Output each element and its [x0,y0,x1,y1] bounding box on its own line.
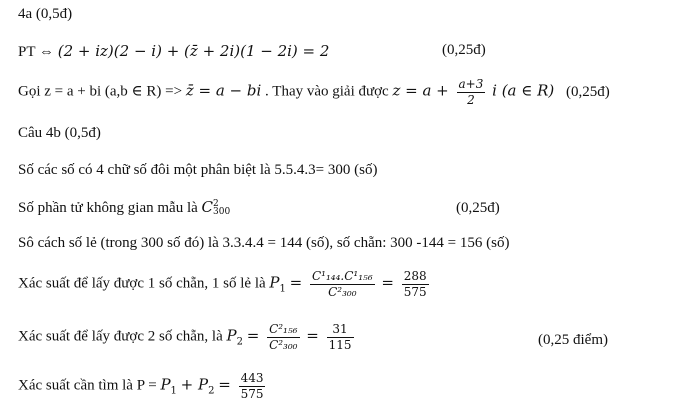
count-line [18,162,377,179]
equation-line [18,42,329,61]
equation-prefix: PT ⇔ [18,44,58,60]
substitution-mid: . Thay vào giải được [265,83,393,100]
probability-p2-line: Xác suất để lấy được 2 số chẵn, là $P_2$ = $\frac{\text{C²₁₅₆}}{\text{C²₃₀₀}}$ = $\frac{31}{115}$ [18,322,352,352]
p1-denominator: C²₃₀₀ [328,284,357,299]
z-fraction-numerator: a+3 [458,77,484,91]
heading-4b-text: Câu 4b (0,5đ) [18,125,101,141]
conjugate-expression: z̄ = a − bi [185,81,262,100]
p1-symbol: P [269,273,280,292]
final-result-fraction [239,372,266,400]
substitution-prefix: Gọi z = a + bi (a,b ∈ R) => [18,83,186,100]
z-fraction [457,78,486,106]
score-line-6-text: (0,25đ) [456,200,500,216]
equation-body: (2 + iz)(2 − i) + (z̄ + 2i)(1 − 2i) = 2 [57,42,330,60]
final-p2-subscript: 2 [208,385,215,397]
final-result-numerator: 443 [240,371,264,385]
p2-symbol: P [226,326,237,345]
sample-space-prefix: Số phần tử không gian mẫu là [18,200,202,216]
p2-result-numerator: 31 [327,323,354,338]
final-p1-symbol: P [160,375,171,394]
p2-result-fraction [327,323,354,351]
probability-p2-prefix: Xác suất để lấy được 2 số chẵn, là [18,328,227,345]
heading-4b [18,125,101,142]
p1-result-fraction [402,270,429,298]
score-line-9-text: (0,25 điểm) [538,332,608,348]
probability-p1-line: Xác suất để lấy được 1 số chẵn, 1 số lẻ là $P_1$ = $\frac{\text{C¹₁₄₄.C¹₁₅₆}}{\text{C²₃₀₀}}$ = $\frac{288}{575}$ [18,269,427,299]
probability-final-line: Xác suất cần tìm là $P = P_1 + P_2$ = $\frac{443}{575}$ [18,371,264,401]
z-fraction-denominator: 2 [467,92,475,107]
final-p2-symbol: P [198,375,209,394]
p1-result-denominator: 575 [403,284,427,299]
probability-final-prefix: Xác suất cần tìm là P = [18,377,161,394]
p1-fraction [310,270,375,298]
final-p1-subscript: 1 [170,385,177,397]
p2-result-denominator: 115 [328,337,352,352]
p2-subscript: 2 [236,336,243,348]
score-line-9 [538,332,608,349]
p1-subscript: 1 [279,283,286,295]
combination-symbol: C [201,198,214,216]
heading-4a [18,6,72,23]
p2-denominator: C²₃₀₀ [269,337,298,352]
count-line-text: Số các số có 4 chữ số đôi một phân biệt là 5.5.4.3= 300 (số) [18,162,378,178]
score-line-6 [456,200,500,217]
p2-numerator: C²₁₅₆ [269,322,298,336]
combination-sup: 2 [213,198,219,209]
z-expression: z = a + [392,81,454,100]
odd-even-line [18,235,509,252]
z-tail: i (a ∈ R) [492,81,555,100]
p1-numerator: C¹₁₄₄.C¹₁₅₆ [311,269,373,283]
sample-space-line [18,198,230,217]
score-line-2-text: (0,25đ) [442,42,486,58]
score-line-3-text: (0,25đ) [566,84,610,100]
combination-indices [213,198,231,217]
p2-fraction [267,323,299,351]
substitution-line [18,78,554,106]
odd-even-text: Sô cách số lẻ (trong 300 số đó) là 3.3.4.4 = 144 (số), số chẵn: 300 -144 = 156 (số) [18,235,510,251]
score-line-2 [442,42,486,59]
combination-sub: 300 [213,206,231,217]
score-line-3 [566,84,610,101]
p1-result-numerator: 288 [403,269,427,283]
heading-4a-text: 4a (0,5đ) [18,6,73,22]
final-result-denominator: 575 [240,386,264,401]
probability-p1-prefix: Xác suất để lấy được 1 số chẵn, 1 số lẻ là [18,275,270,292]
